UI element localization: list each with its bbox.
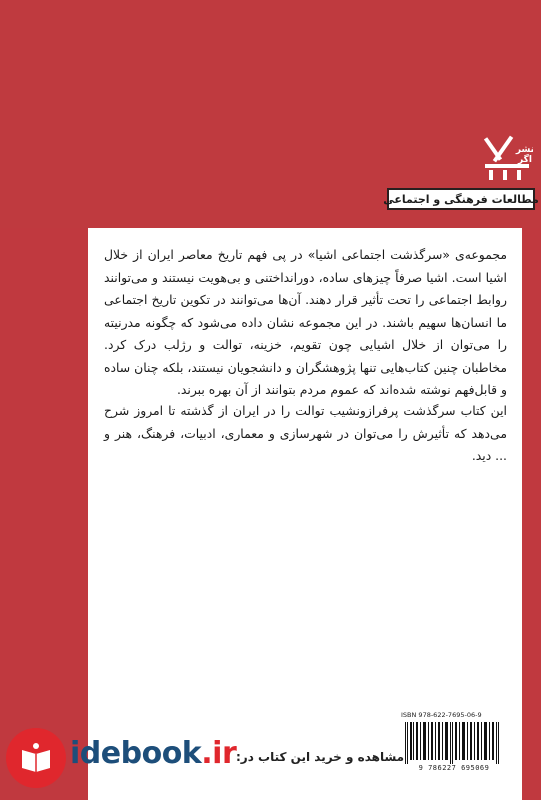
barcode-bars (401, 722, 507, 764)
publisher-logo-icon (481, 128, 533, 184)
idebook-brand (70, 736, 236, 771)
idebook-watermark[interactable] (0, 722, 405, 800)
publisher-logo-label: نشر (515, 145, 533, 155)
series-label: مطالعات فرهنگی و اجتماعی (383, 192, 539, 206)
publisher-logo-name: اگر (518, 155, 532, 165)
series-label-box (383, 188, 539, 210)
idebook-brand-name: idebook (70, 736, 202, 771)
idebook-brand-tld: .ir (201, 736, 237, 771)
book-icon (16, 738, 56, 778)
blurb-paragraph-1: مجموعه‌ی «سرگذشت اجتماعی اشیا» در پی فهم تاریخ معاصر ایران از خلال اشیا است. اشیا صرفاً چیزهای ساده، دورانداختنی و بی‌هویت نیستند و می‌توانند روابط اجتماعی را تحت تأثیر قرار دهند. آن‌ها می‌توانند در تکوین تاریخ اجتماعی ما انسان‌ها سهیم باشند. در این مجموعه نشان داده می‌شود که چگونه مدرنیته را می‌توان از خلال اشیایی چون تقویم، خزینه، توالت و رژلب درک کرد. مخاطبان چنین کتاب‌هایی تنها پژوهشگران و دانشجویان نیستند، بلکه چنان ساده و قابل‌فهم نوشته شده‌اند که عموم مردم بتوانند از آن بهره ببرند. (104, 247, 507, 397)
barcode-number: 9 786227 695069 (418, 764, 490, 772)
barcode (401, 722, 507, 772)
publisher-logo (481, 128, 533, 184)
blurb-paragraph-2: این کتاب سرگذشت پرفرازونشیب توالت را در ایران از گذشته تا امروز شرح می‌دهد که تأثیرش را می‌توان در شهرسازی و معماری، ادبیات، فرهنگ، هنر و ... دید. (104, 403, 507, 463)
idebook-logo (6, 728, 66, 788)
isbn-label: ISBN 978-622-7695-06-9 (401, 711, 482, 719)
idebook-caption: مشاهده و خرید این کتاب در: (236, 750, 405, 764)
